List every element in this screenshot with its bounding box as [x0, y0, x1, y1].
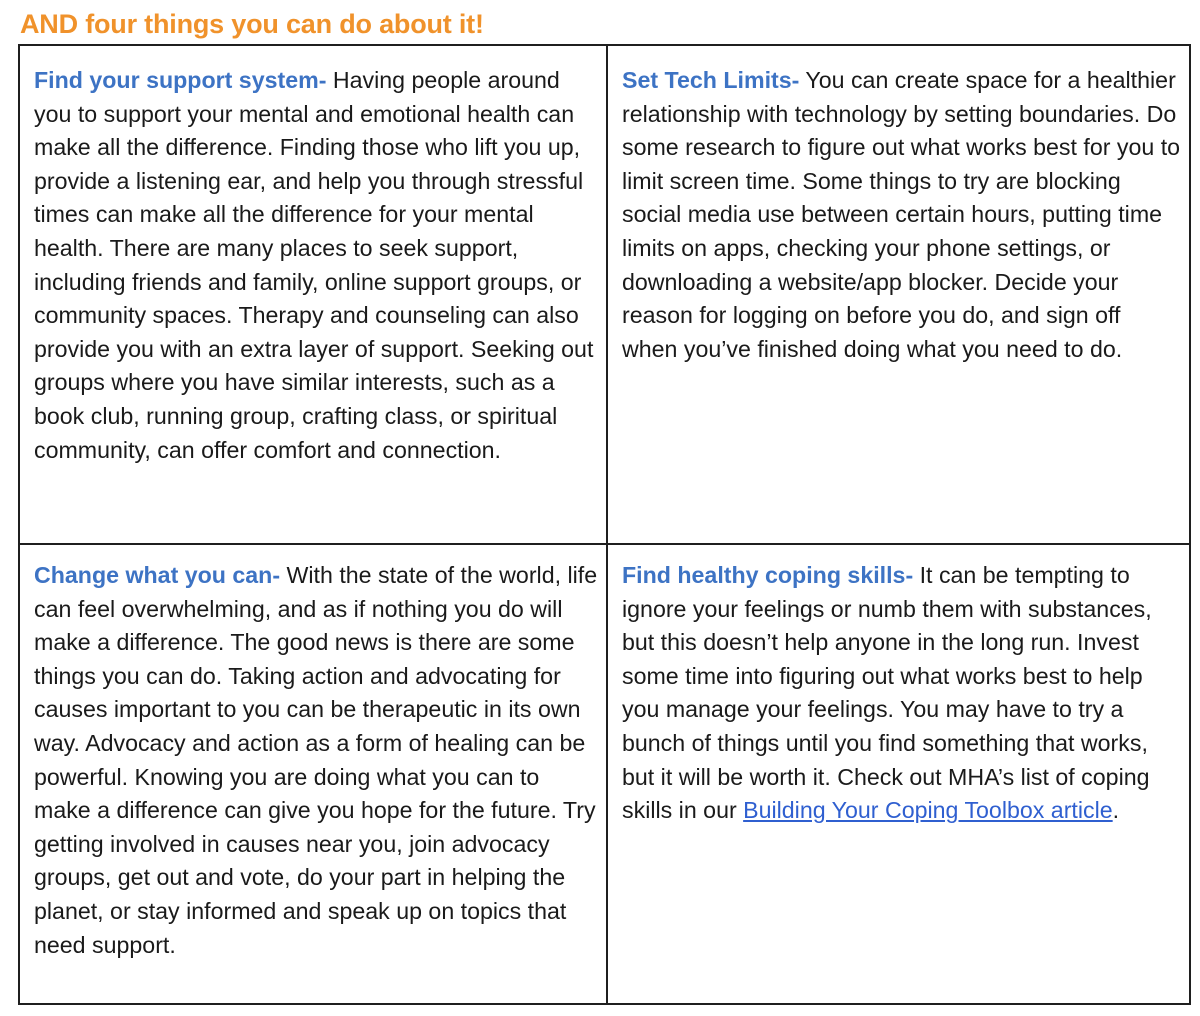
tip-body-coping-skills: It can be tempting to ignore your feelings or numb them with substances, but this doesn’t help anyone in the long run. Invest some time into figuring out what works best to help you manage your feelings. You may have to try a bunch of things until you find something that works, but it will be worth it. Check out MHA’s list of coping skills in our — [622, 562, 1152, 824]
tip-cell-coping-skills — [608, 545, 1189, 1003]
tips-table — [18, 44, 1191, 1005]
tip-heading-tech-limits: Set Tech Limits- — [622, 67, 800, 93]
page-heading: AND four things you can do about it! — [20, 9, 484, 39]
tip-body-trailing: . — [1112, 797, 1120, 824]
tip-heading-support-system: Find your support system- — [34, 67, 327, 93]
coping-toolbox-link[interactable]: Building Your Coping Toolbox article — [743, 797, 1113, 824]
tip-cell-support-system — [20, 46, 608, 545]
tip-cell-change-what-you-can — [20, 545, 608, 1003]
tip-paragraph — [34, 559, 598, 962]
tip-body-change-what-you-can: With the state of the world, life can feel overwhelming, and as if nothing you do will make a difference. The good news is there are some things you can do. Taking action and advocating for causes important to you can be therapeutic in its own way. Advocacy and action as a form of healing can be powerful. Knowing you are doing what you can to make a difference can give you hope for the future. Try getting involved in causes near you, join advocacy groups, get out and vote, do your part in helping the planet, or stay informed and speak up on topics that need support. — [34, 562, 598, 958]
tip-paragraph — [622, 64, 1181, 366]
tip-body-support-system: Having people around you to support your mental and emotional health can make all the difference. Finding those who lift you up, provide a listening ear, and help you through stressful times can make all the difference for your mental health. There are many places to seek support, including friends and family, online support groups, or community spaces. Therapy and counseling can also provide you with an extra layer of support. Seeking out groups where you have similar interests, such as a book club, running group, crafting class, or spiritual community, can offer comfort and connection. — [34, 67, 594, 463]
tip-heading-coping-skills: Find healthy coping skills- — [622, 562, 914, 588]
tip-paragraph — [34, 64, 598, 467]
tip-body-tech-limits: You can create space for a healthier relationship with technology by setting boundaries. Do some research to figure out what works best for you to limit screen time. Some things to try are blocking social media use between certain hours, putting time limits on apps, checking your phone settings, or downloading a website/app blocker. Decide your reason for logging on before you do, and sign off when you’ve finished doing what you need to do. — [622, 67, 1181, 362]
tip-heading-change-what-you-can: Change what you can- — [34, 562, 281, 588]
tip-paragraph — [622, 559, 1181, 828]
tip-cell-tech-limits — [608, 46, 1189, 545]
